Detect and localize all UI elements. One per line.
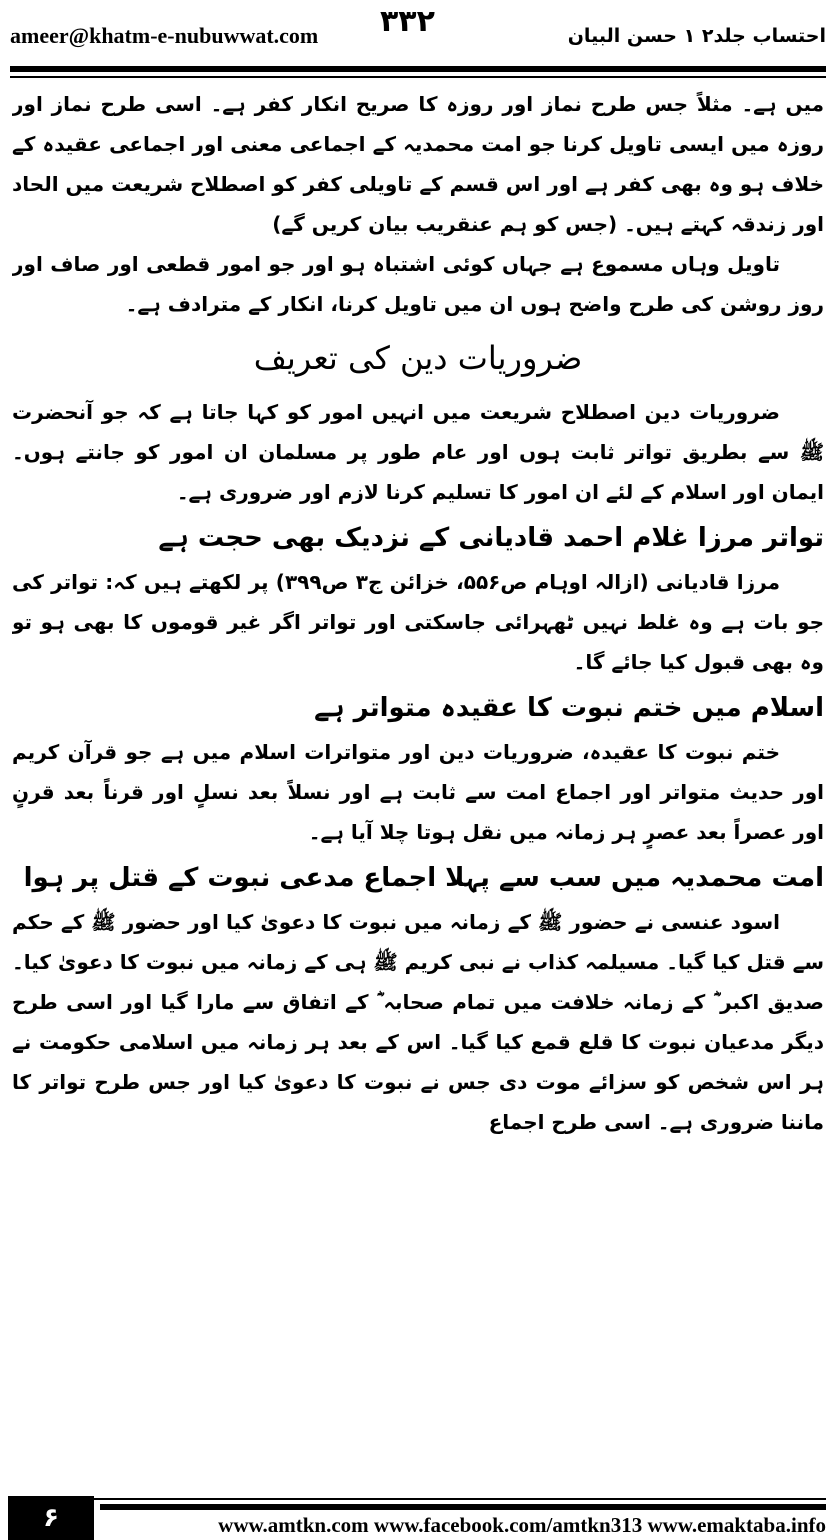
paragraph: ضروریات دین اصطلاح شریعت میں انہیں امور کو کہا جاتا ہے کہ جو آنحضرت ﷺ سے بطریق تواتر ثابت ہوں اور عام طور پر مسلمان ان امور کو جانتے ہوں۔ ایمان اور اسلام کے لئے ان امور کا تسلیم کرنا لازم اور ضروری ہے۔ (12, 400, 824, 504)
paragraph: میں ہے۔ مثلاً جس طرح نماز اور روزہ کا صریح انکار کفر ہے۔ اسی طرح نماز اور روزہ میں ایسی تاویل کرنا جو امت محمدیہ کے اجماعی معنی اور اجماعی عقیدہ کے خلاف ہو وہ بھی کفر ہے اور اس قسم کے تاویلی کفر کو اصطلاح شریعت میں الحاد اور زندقہ کہتے ہیں۔ (جس کو ہم عنقریب بیان کریں گے) (12, 92, 824, 236)
header-email: ameer@khatm-e-nubuwwat.com (10, 23, 319, 48)
paragraph: مرزا قادیانی (ازالہ اوہام ص۵۵۶، خزائن ج۳ ص۳۹۹) پر لکھتے ہیں کہ: تواتر کی جو بات ہے وہ غلط نہیں ٹھہرائی جاسکتی اور تواتر اگر غیر قوموں کا بھی ہو تو وہ بھی قبول کیا جائے گا۔ (12, 570, 824, 674)
header-page-number: ۳۳۲ (380, 4, 435, 39)
header-rule-thick (10, 66, 826, 72)
section-heading: امت محمدیہ میں سب سے پہلا اجماع مدعی نبوت کے قتل پر ہوا (23, 863, 824, 893)
section-heading: ضروریات دین کی تعریف (253, 339, 583, 377)
page-body (12, 84, 824, 1496)
footer-page-index-label: ۶ (43, 1503, 59, 1533)
header-running-title: احتساب جلد۲ ۱ حسن البیان (567, 25, 826, 47)
section-heading: اسلام میں ختم نبوت کا عقیدہ متواتر ہے (314, 693, 824, 723)
paragraph: ختم نبوت کا عقیدہ، ضروریات دین اور متواترات اسلام میں ہے جو قرآن کریم اور حدیث متواتر اور اجماع امت سے ثابت ہے اور نسلاً بعد نسلٍ اور قرناً بعد قرنٍ اور عصراً بعد عصرٍ ہر زمانہ میں نقل ہوتا چلا آیا ہے۔ (12, 740, 824, 844)
section-heading: تواتر مرزا غلام احمد قادیانی کے نزدیک بھی حجت ہے (158, 523, 824, 553)
footer-links: www.amtkn.com www.facebook.com/amtkn313 www.emaktaba.info (218, 1512, 826, 1537)
paragraph: اسود عنسی نے حضور ﷺ کے زمانہ میں نبوت کا دعویٰ کیا اور حضور ﷺ کے حکم سے قتل کیا گیا۔ مسیلمہ کذاب نے نبی کریم ﷺ ہی کے زمانہ میں نبوت کا دعویٰ کیا۔ صدیق اکبر ؓ کے زمانہ خلافت میں تمام صحابہ ؓ کے اتفاق سے مارا گیا اور اسی طرح دیگر مدعیان نبوت کا قلع قمع کیا گیا۔ اس کے بعد ہر زمانہ میں اسلامی حکومت نے ہر اس شخص کو سزائے موت دی جس نے نبوت کا دعویٰ کیا اور جس طرح تواتر کا ماننا ضروری ہے۔ اسی طرح اجماع (12, 910, 824, 1134)
header-rule-thin (10, 76, 826, 78)
paragraph: تاویل وہاں مسموع ہے جہاں کوئی اشتباہ ہو اور جو امور قطعی اور صاف اور روز روشن کی طرح واضح ہوں ان میں تاویل کرنا، انکار کے مترادف ہے۔ (12, 252, 824, 316)
footer-page-index (8, 1496, 94, 1540)
footer-rule-thin (10, 1498, 826, 1500)
